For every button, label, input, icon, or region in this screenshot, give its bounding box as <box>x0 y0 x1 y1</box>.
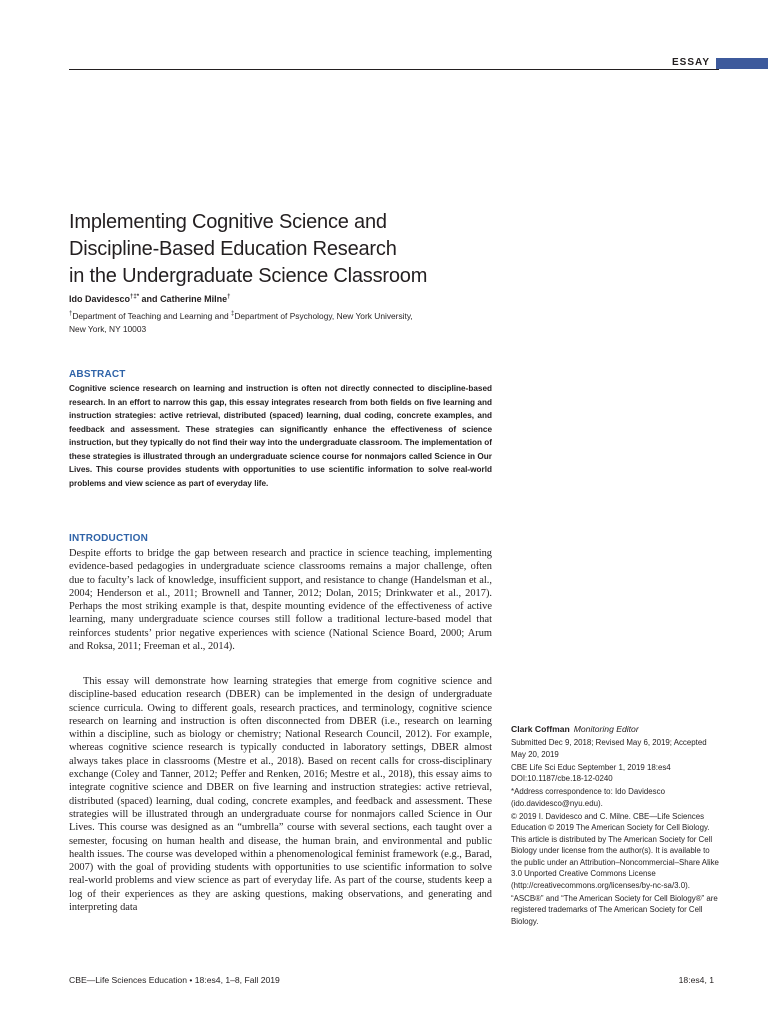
article-type-label: ESSAY <box>672 57 710 68</box>
footer-journal: CBE—Life Sciences Education • 18:es4, 1–8, Fall 2019 <box>69 975 280 985</box>
submission-dates: Submitted Dec 9, 2018; Revised May 6, 2019; Accepted May 20, 2019 <box>511 738 707 759</box>
body-paragraph: This essay will demonstrate how learning strategies that emerge from cognitive science and discipline-based education research (DBER) can be implemented in the design of undergraduate science curricula. Owing to different goals, research practices, and terminology, cognitive science research on learning and instruction is often disconnected from DBER (i.e., research on learning within a discipline, such as biology or chemistry; National Research Council, 2012). For example, whereas cognitive science research is typically conducted in laboratory settings, DBER almost always takes place in classrooms (Mestre et al., 2018). Based on recent calls for cross-disciplinary exchange (Coley and Tanner, 2012; Peffer and Renken, 2016; Mestre et al., 2018), this essay aims to integrate cognitive science and DBER on five learning and instruction strategies: active retrieval, distributed (spaced) learning, dual coding, concrete examples, and feedback and assessment. These strategies will be illustrated through an undergraduate course for nonmajors called Science in Our Lives. This course was designed as an “umbrella” course with several sections, each taught over a semester, focusing on human health and disease, the human brain, and environmental and public health issues. The course was developed within a phenomenological feminist framework (e.g., Barad, 2007) with the goal of providing students with opportunities to use scientific information to solve real-world problems and view science as part of everyday life. As part of the course, students keep a log of their experiences as they are asking questions, making observations, and generating and interpreting data <box>69 676 492 914</box>
affiliation <box>69 308 489 336</box>
correspondence: *Address correspondence to: Ido Davidesco (ido.davidesco@nyu.edu). <box>511 787 665 808</box>
editor-name: Clark Coffman <box>511 724 570 734</box>
article-title <box>69 209 539 290</box>
affil-address: New York, NY 10003 <box>69 323 147 334</box>
author-conj: and <box>139 294 161 304</box>
doi: DOI:10.1187/cbe.18-12-0240 <box>511 774 613 783</box>
affil-text: Department of Psychology, New York University, <box>234 310 413 321</box>
affil-mark: † <box>69 311 73 317</box>
introduction-heading: INTRODUCTION <box>69 533 149 544</box>
affil-text: Department of Teaching and Learning and <box>72 310 231 321</box>
citation-line: CBE Life Sci Educ September 1, 2019 18:es4 <box>511 762 671 772</box>
abstract-text: Cognitive science research on learning and instruction is often not directly connected to discipline-based research. In an effort to narrow this gap, this essay integrates research from both fields on five learning and instruction strategies: active retrieval, distributed (spaced) learning, dual coding, concrete examples, and feedback and assessment. These strategies can significantly enhance the effectiveness of science instruction, but they typically do not find their way into the undergraduate classroom. The implementation of these strategies is illustrated through an undergraduate science course for nonmajors called Science in Our Lives. This course provides students with opportunities to use scientific information to solve real-world problems and view science as part of everyday life. <box>69 384 492 488</box>
title-line: Discipline-Based Education Research <box>69 238 397 260</box>
citation <box>511 762 721 785</box>
header-rule <box>69 69 719 70</box>
footer-page-number: 18:es4, 1 <box>678 975 714 985</box>
header-accent-bar <box>716 58 768 69</box>
title-line: Implementing Cognitive Science and <box>69 211 387 233</box>
editor-line <box>511 724 721 736</box>
body-paragraph: Despite efforts to bridge the gap between research and practice in science teaching, implementing evidence-based pedagogies in undergraduate science classrooms remains a major challenge, often due to faculty’s lack of knowledge, insufficient support, and resistance to change (Handelsman et al., 2004; Henderson et al., 2011; Brownell and Tanner, 2012; Dolan, 2015; Drinkwater et al., 2017). Perhaps the most striking example is that, despite mounting evidence of the effectiveness of active learning, many undergraduate science courses still follow a traditional lecture-based model that reinforces students’ prior negative experiences with science (National Science Board, 2000; Arum and Roksa, 2011; Freeman et al., 2014). <box>69 548 492 653</box>
article-info-sidebar <box>511 724 721 929</box>
affil-mark: ‡ <box>230 311 235 317</box>
author-name: Catherine Milne <box>160 294 228 304</box>
author-list <box>69 294 230 304</box>
copyright-notice: © 2019 I. Davidesco and C. Milne. CBE—Life Sciences Education © 2019 The American Society for Cell Biology. This article is distributed by The American Society for Cell Biology under license from the author(s). It is available to the public under an Attribution–Noncommercial–Share Alike 3.0 Unported Creative Commons License (http://creativecommons.org/licenses/by-nc-sa/3.0). <box>511 811 719 890</box>
author-marks: †‡* <box>130 294 140 300</box>
trademark-notice: “ASCB®” and “The American Society for Cell Biology®” are registered trademarks of The American Society for Cell Biology. <box>511 893 718 926</box>
author-marks: † <box>227 294 231 300</box>
editor-role: Monitoring Editor <box>573 724 639 734</box>
abstract-heading: ABSTRACT <box>69 369 126 380</box>
author-name: Ido Davidesco <box>69 294 131 304</box>
title-line: in the Undergraduate Science Classroom <box>69 265 428 287</box>
